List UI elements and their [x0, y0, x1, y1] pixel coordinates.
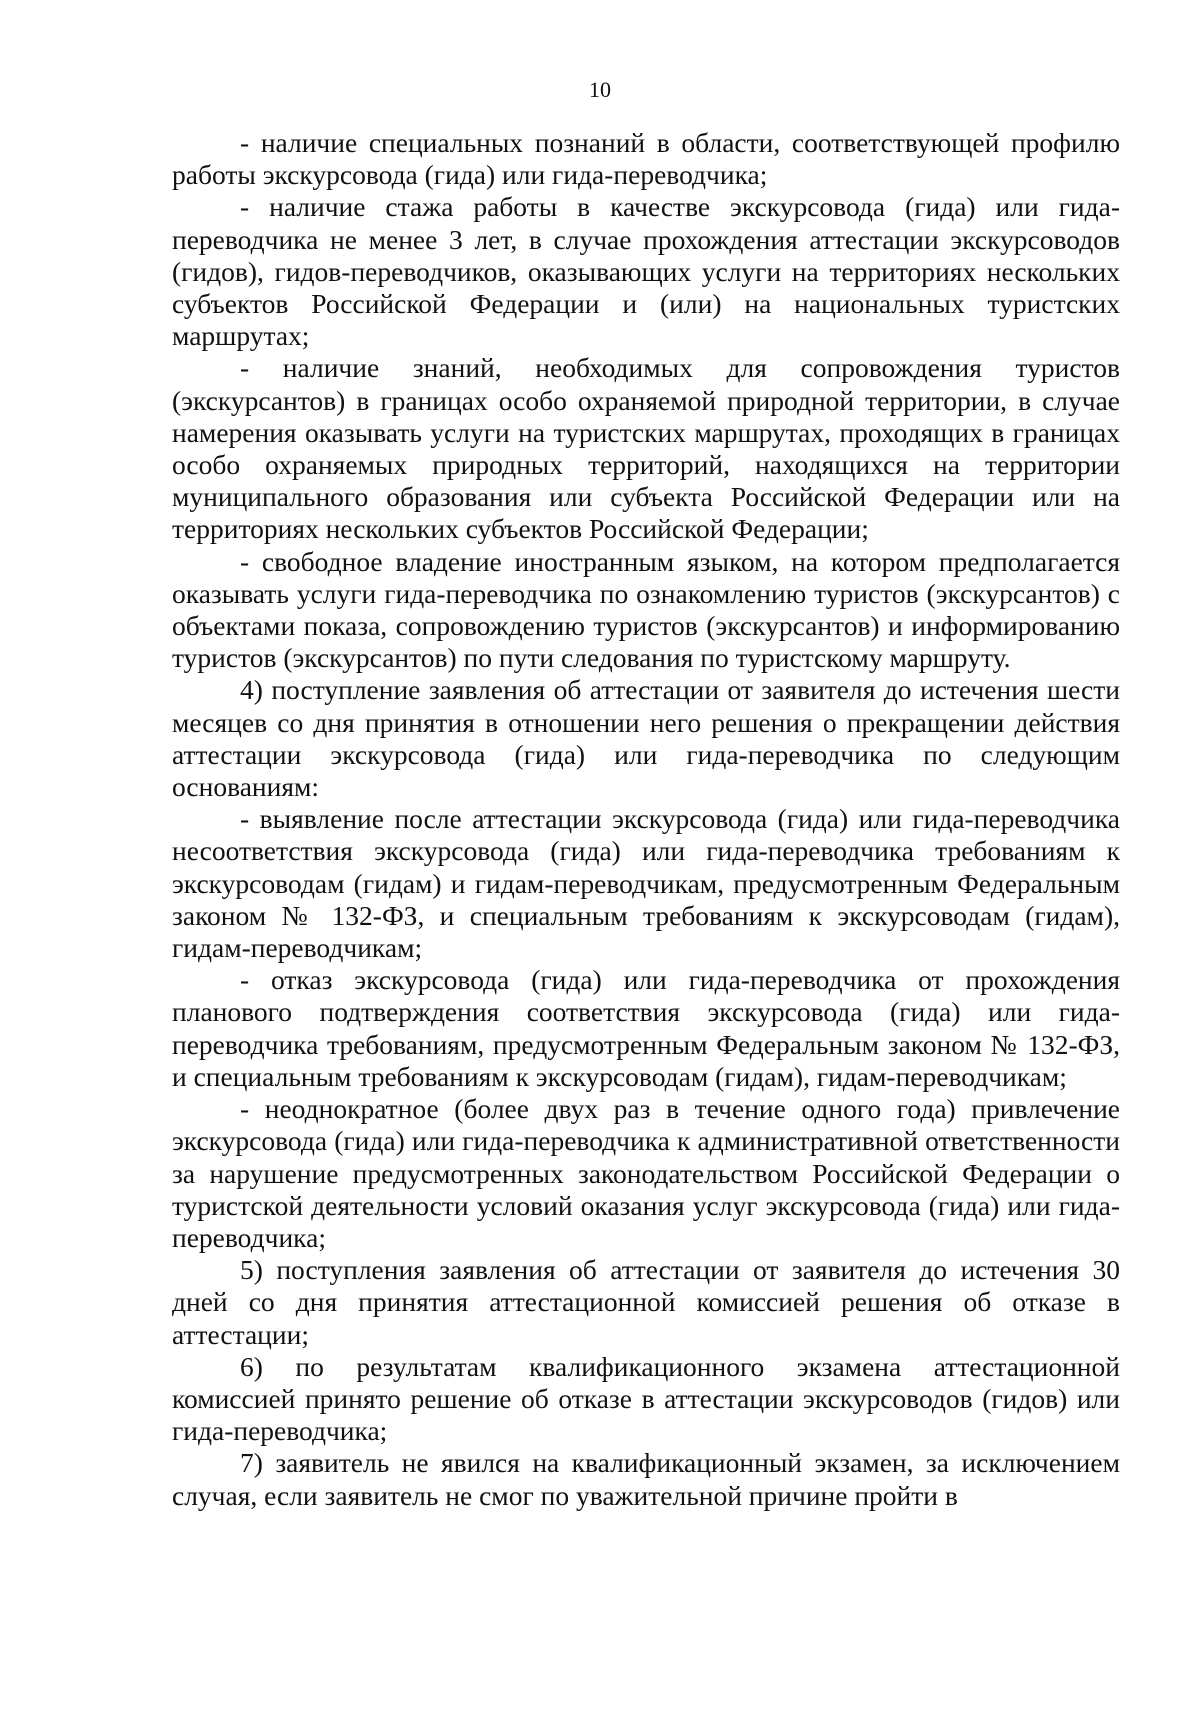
- paragraph-nonconformity: - выявление после аттестации экскурсовода (гида) или гида-переводчика несоответствия экскурсовода (гида) или гида-переводчика требованиям к экскурсоводам (гидам) и гидам-переводчикам, предусмотренным Федеральным законом № 132-ФЗ, и специальным требованиям к экскурсоводам (гидам), гидам-переводчикам;: [172, 803, 1120, 964]
- paragraph-special-knowledge: - наличие специальных познаний в области, соответствующей профилю работы экскурсовода (гида) или гида-переводчика;: [172, 127, 1120, 191]
- paragraph-work-experience: - наличие стажа работы в качестве экскурсовода (гида) или гида-переводчика не менее 3 лет, в случае прохождения аттестации экскурсоводов (гидов), гидов-переводчиков, оказывающих услуги на территориях нескольких субъектов Российской Федерации и (или) на национальных туристских маршрутах;: [172, 191, 1120, 352]
- paragraph-repeated-liability: - неоднократное (более двух раз в течение одного года) привлечение экскурсовода (гида) или гида-переводчика к административной ответственности за нарушение предусмотренных законодательством Российской Федерации о туристской деятельности условий оказания услуг экскурсовода (гида) или гида-переводчика;: [172, 1093, 1120, 1253]
- paragraph-item-4: 4) поступление заявления об аттестации от заявителя до истечения шести месяцев со дня принятия в отношении него решения о прекращении действия аттестации экскурсовода (гида) или гида-переводчика по следующим основаниям:: [172, 674, 1120, 803]
- paragraph-protected-areas-knowledge: - наличие знаний, необходимых для сопровождения туристов (экскурсантов) в границах особо охраняемой природной территории, в случае намерения оказывать услуги на туристских маршрутах, проходящих в границах особо охраняемых природных территорий, находящихся на территории муниципального образования или субъекта Российской Федерации или на территориях нескольких субъектов Российской Федерации;: [172, 352, 1120, 545]
- document-body: [172, 127, 1120, 1512]
- page-number: 10: [589, 77, 611, 102]
- paragraph-foreign-language: - свободное владение иностранным языком, на котором предполагается оказывать услуги гида-переводчика по ознакомлению туристов (экскурсантов) с объектами показа, сопровождению туристов (экскурсантов) и информированию туристов (экскурсантов) по пути следования по туристскому маршруту.: [172, 545, 1120, 674]
- paragraph-item-5: 5) поступления заявления об аттестации от заявителя до истечения 30 дней со дня принятия аттестационной комиссией решения об отказе в аттестации;: [172, 1254, 1120, 1350]
- paragraph-item-7: 7) заявитель не явился на квалификационный экзамен, за исключением случая, если заявитель не смог по уважительной причине пройти в: [172, 1447, 1120, 1511]
- paragraph-item-6: 6) по результатам квалификационного экзамена аттестационной комиссией принято решение об отказе в аттестации экскурсоводов (гидов) или гида-переводчика;: [172, 1350, 1120, 1447]
- paragraph-refusal-confirmation: - отказ экскурсовода (гида) или гида-переводчика от прохождения планового подтверждения соответствия экскурсовода (гида) или гида-переводчика требованиям, предусмотренным Федеральным законом № 132-ФЗ, и специальным требованиям к экскурсоводам (гидам), гидам-переводчикам;: [172, 964, 1120, 1092]
